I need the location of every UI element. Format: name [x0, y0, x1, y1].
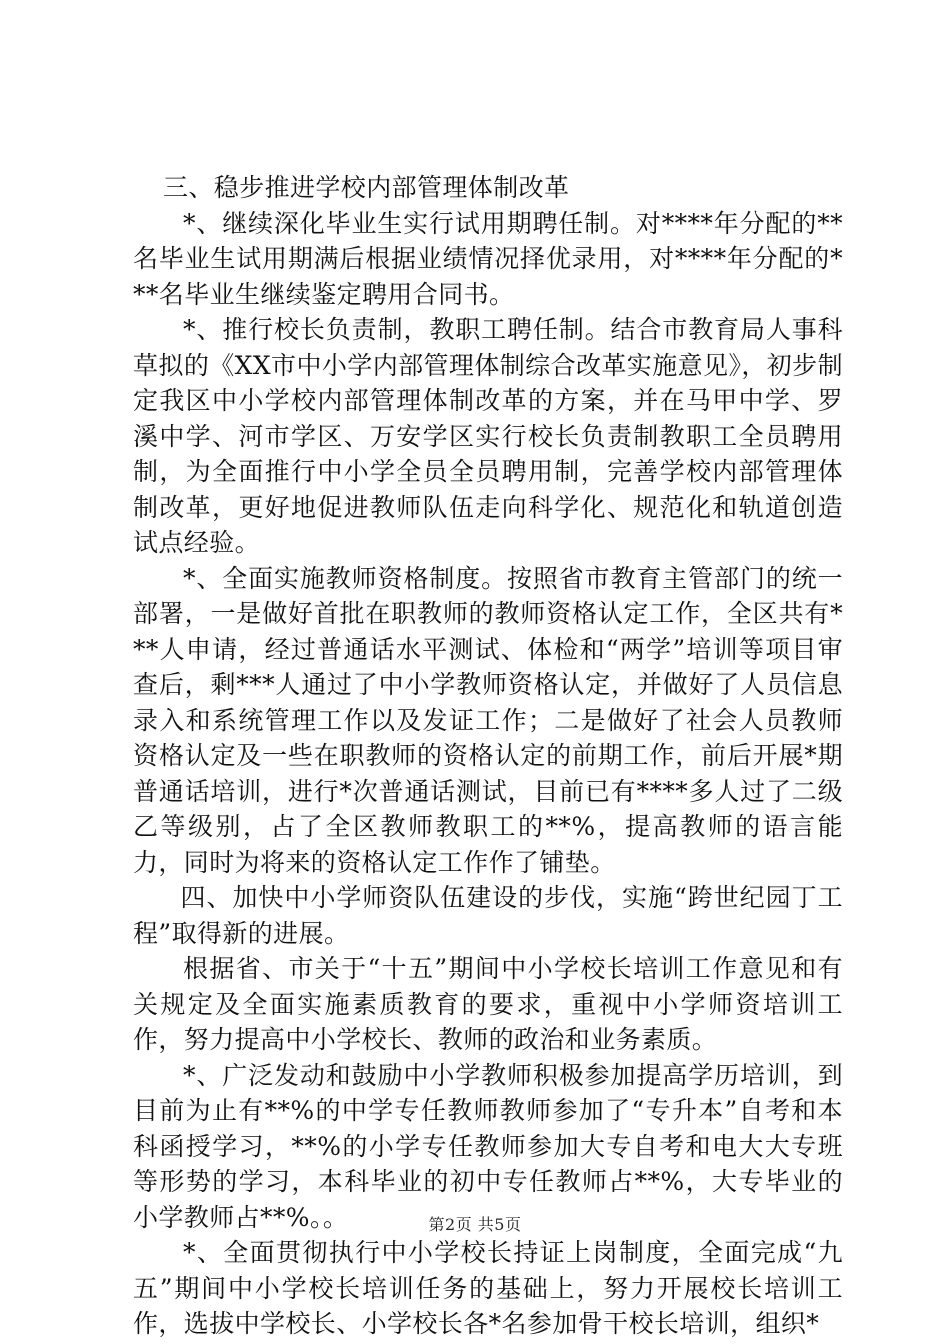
paragraph-degree-training: *、广泛发动和鼓励中小学教师积极参加提高学历培训，到目前为止有**%的中学专任教师教师参加了“专升本”自考和本科函授学习，**%的小学专任教师参加大专自考和电大大专班等形势的学习，本科毕业的初中专任教师占**%，大专毕业的小学教师占**%。。: [133, 1060, 843, 1232]
section-heading-4: 四、加快中小学师资队伍建设的步伐，实施“跨世纪园丁工程”取得新的进展。: [133, 883, 843, 948]
section-heading-3: 三、稳步推进学校内部管理体制改革: [163, 173, 570, 202]
paragraph-probation: *、继续深化毕业生实行试用期聘任制。对****年分配的**名毕业生试用期满后根据业绩情况择优录用，对****年分配的***名毕业生继续鉴定聘用合同书。: [133, 208, 843, 309]
paragraph-training-policy: 根据省、市关于“十五”期间中小学校长培训工作意见和有关规定及全面实施素质教育的要求，重视中小学师资培训工作，努力提高中小学校长、教师的政治和业务素质。: [133, 954, 843, 1054]
paragraph-teacher-qualification: *、全面实施教师资格制度。按照省市教育主管部门的统一部署，一是做好首批在职教师的教师资格认定工作，全区共有***人申请，经过普通话水平测试、体检和“两学”培训等项目审查后，剩***人通过了中小学教师资格认定，并做好了人员信息录入和系统管理工作以及发证工作；二是做好了社会人员教师资格认定及一些在职教师的资格认定的前期工作，前后开展*期普通话培训，进行*次普通话测试，目前已有****多人过了二级乙等级别，占了全区教师教职工的**%，提高教师的语言能力，同时为将来的资格认定工作作了铺垫。: [133, 563, 843, 877]
paragraph-principal-responsibility: *、推行校长负责制，教职工聘任制。结合市教育局人事科草拟的《XX市中小学内部管理体制综合改革实施意见》，初步制定我区中小学校内部管理体制改革的方案，并在马甲中学、罗溪中学、河市学区、万安学区实行校长负责制教职工全员聘用制，为全面推行中小学全员全员聘用制，完善学校内部管理体制改革，更好地促进教师队伍走向科学化、规范化和轨道创造试点经验。: [133, 315, 843, 557]
document-body: [133, 170, 843, 1342]
paragraph-principal-certification: *、全面贯彻执行中小学校长持证上岗制度，全面完成“九五”期间中小学校长培训任务的基础上，努力开展校长培训工作，选拔中学校长、小学校长各*名参加骨干校长培训，组织*: [133, 1238, 843, 1338]
page-number-footer: 第2页 共5页: [428, 1215, 522, 1234]
